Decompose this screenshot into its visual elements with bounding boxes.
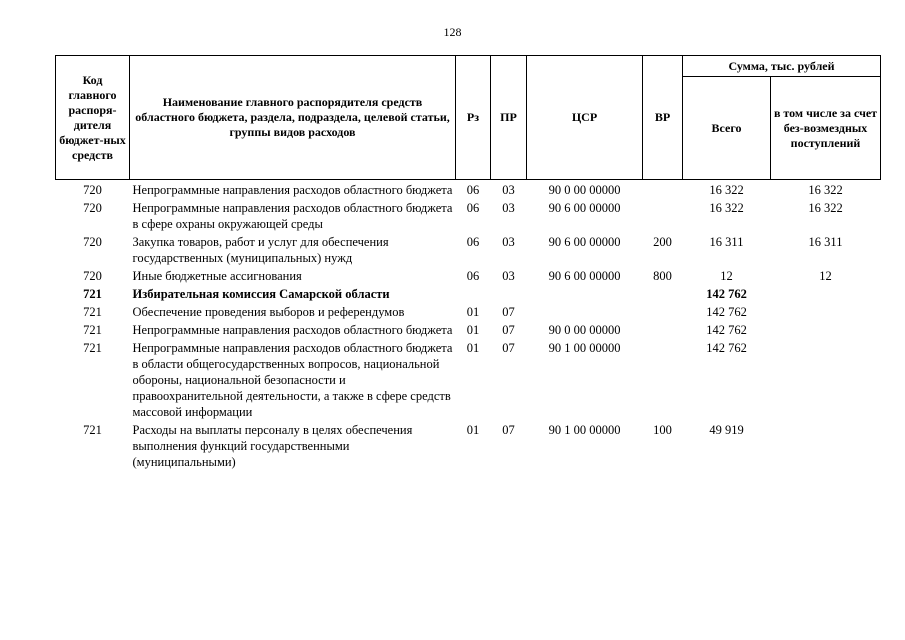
table-row xyxy=(56,198,881,232)
cell-pr: 03 xyxy=(502,201,515,215)
cell-rz: 01 xyxy=(466,323,480,337)
cell-name: Непрограммные направления расходов областного бюджета в области общегосударственных вопросов, национальной обороны, национальной безопасности и правоохранительной деятельности, а также в сфере средств массовой информации xyxy=(132,341,453,419)
table-row xyxy=(56,420,881,470)
cell-total: 142 762 xyxy=(706,287,747,301)
table-row xyxy=(56,338,881,420)
cell-rz: 01 xyxy=(466,341,480,355)
cell-pr xyxy=(491,284,527,302)
cell-vr: 200 xyxy=(653,235,672,249)
cell-name: Иные бюджетные ассигнования xyxy=(132,269,302,283)
page-number: 128 xyxy=(443,25,462,39)
header-name: Наименование главного распорядителя средств областного бюджета, раздела, подраздела, целевой статьи, группы видов расходов xyxy=(130,56,456,180)
cell-name: Избирательная комиссия Самарской области xyxy=(132,287,390,301)
cell-total: 12 xyxy=(720,269,733,283)
cell-pr: 07 xyxy=(502,341,515,355)
cell-total: 16 322 xyxy=(709,201,744,215)
cell-gratuitous xyxy=(771,302,881,320)
cell-rz: 06 xyxy=(466,235,480,249)
cell-rz: 01 xyxy=(466,423,480,437)
cell-total: 49 919 xyxy=(709,423,744,437)
cell-csr: 90 6 00 00000 xyxy=(548,235,621,249)
cell-pr: 07 xyxy=(502,323,515,337)
cell-vr xyxy=(643,302,683,320)
cell-gratuitous: 16 322 xyxy=(808,183,843,197)
cell-pr: 03 xyxy=(502,269,515,283)
header-gratuitous: в том числе за счет без-возмездных поступлений xyxy=(771,77,881,180)
cell-csr: 90 0 00 00000 xyxy=(548,183,621,197)
cell-total: 16 311 xyxy=(709,235,744,249)
cell-code: 720 xyxy=(83,183,102,197)
cell-csr: 90 0 00 00000 xyxy=(548,323,621,337)
cell-gratuitous: 12 xyxy=(819,269,832,283)
cell-name: Закупка товаров, работ и услуг для обеспечения государственных (муниципальных) нужд xyxy=(132,235,389,265)
table-row xyxy=(56,180,881,199)
cell-csr: 90 6 00 00000 xyxy=(548,201,621,215)
cell-csr xyxy=(527,302,643,320)
table-row xyxy=(56,302,881,320)
cell-code: 720 xyxy=(83,201,102,215)
cell-csr: 90 6 00 00000 xyxy=(548,269,621,283)
cell-code: 720 xyxy=(83,269,102,283)
table-body xyxy=(56,180,881,471)
table-row xyxy=(56,320,881,338)
cell-code: 720 xyxy=(83,235,102,249)
cell-gratuitous xyxy=(771,284,881,302)
cell-pr: 07 xyxy=(502,423,515,437)
cell-rz: 06 xyxy=(466,183,480,197)
table-row xyxy=(56,284,881,302)
header-pr: ПР xyxy=(491,56,527,180)
cell-vr xyxy=(643,320,683,338)
cell-gratuitous: 16 311 xyxy=(808,235,843,249)
cell-pr: 03 xyxy=(502,235,515,249)
cell-total: 16 322 xyxy=(709,183,744,197)
header-rz: Рз xyxy=(456,56,491,180)
cell-gratuitous xyxy=(771,338,881,420)
cell-code: 721 xyxy=(83,323,102,337)
cell-name: Непрограммные направления расходов областного бюджета xyxy=(132,323,453,337)
header-total: Всего xyxy=(683,77,771,180)
cell-code: 721 xyxy=(83,287,102,301)
table-row xyxy=(56,266,881,284)
cell-csr: 90 1 00 00000 xyxy=(548,341,621,355)
header-vr: ВР xyxy=(643,56,683,180)
cell-pr: 07 xyxy=(502,305,515,319)
cell-vr xyxy=(643,180,683,199)
header-code: Код главного распоря-дителя бюджет-ных средств xyxy=(56,56,130,180)
cell-total: 142 762 xyxy=(706,305,747,319)
cell-code: 721 xyxy=(83,423,102,437)
cell-code: 721 xyxy=(83,305,102,319)
table-row xyxy=(56,232,881,266)
cell-vr: 100 xyxy=(653,423,672,437)
cell-pr: 03 xyxy=(502,183,515,197)
budget-table xyxy=(55,55,881,470)
cell-name: Обеспечение проведения выборов и референдумов xyxy=(132,305,405,319)
cell-total: 142 762 xyxy=(706,341,747,355)
cell-code: 721 xyxy=(83,341,102,355)
header-sum: Сумма, тыс. рублей xyxy=(683,56,881,77)
cell-vr xyxy=(643,284,683,302)
cell-rz: 01 xyxy=(466,305,480,319)
cell-csr xyxy=(527,284,643,302)
cell-name: Непрограммные направления расходов областного бюджета в сфере охраны окружающей среды xyxy=(132,201,453,231)
cell-rz: 06 xyxy=(466,269,480,283)
cell-csr: 90 1 00 00000 xyxy=(548,423,621,437)
cell-vr xyxy=(643,338,683,420)
cell-name: Непрограммные направления расходов областного бюджета xyxy=(132,183,453,197)
cell-total: 142 762 xyxy=(706,323,747,337)
header-csr: ЦСР xyxy=(527,56,643,180)
cell-rz xyxy=(456,284,491,302)
cell-rz: 06 xyxy=(466,201,480,215)
cell-vr: 800 xyxy=(653,269,672,283)
cell-gratuitous: 16 322 xyxy=(808,201,843,215)
cell-gratuitous xyxy=(771,420,881,470)
cell-vr xyxy=(643,198,683,232)
cell-gratuitous xyxy=(771,320,881,338)
cell-name: Расходы на выплаты персоналу в целях обеспечения выполнения функций государственными (муниципальными) xyxy=(132,423,413,469)
